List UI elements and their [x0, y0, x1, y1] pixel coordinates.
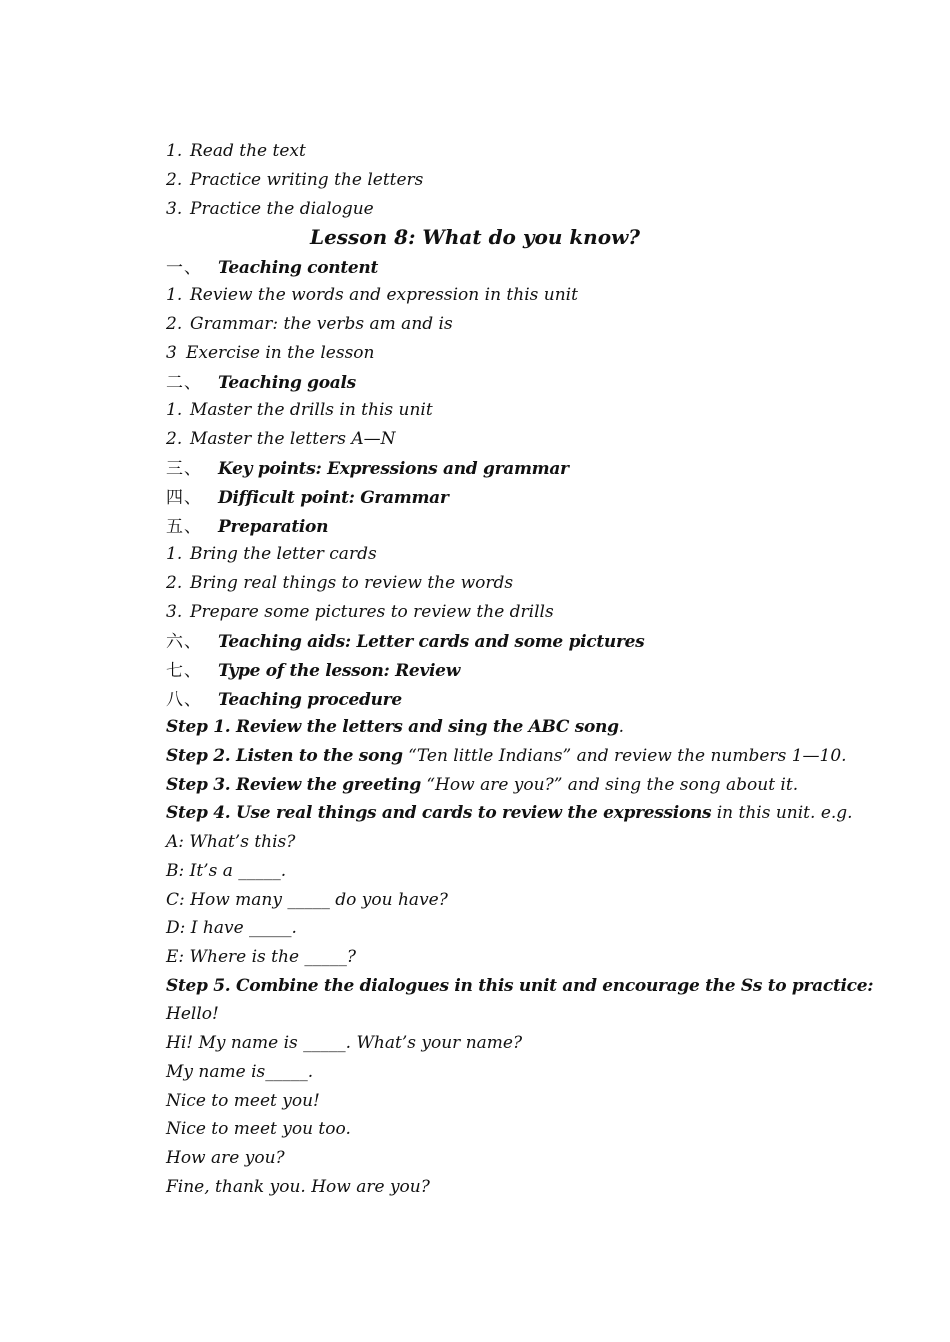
list-item	[166, 313, 453, 335]
list-item	[166, 601, 554, 623]
dialogue-line: My name is_____.	[166, 1062, 314, 1082]
item-number: 3	[166, 343, 177, 363]
dialogue-line: E: Where is the _____?	[166, 947, 357, 967]
item-text: Practice writing the letters	[190, 170, 424, 190]
dialogue-line: How are you?	[166, 1148, 285, 1168]
item-number: 1.	[166, 400, 183, 420]
item-text: Exercise in the lesson	[186, 343, 375, 363]
dialogue-line: A: What’s this?	[166, 832, 296, 852]
section-label: Type of the lesson: Review	[218, 661, 461, 681]
section-label: Teaching content	[218, 258, 378, 278]
section-label: Teaching aids: Letter cards and some pictures	[218, 632, 645, 652]
list-item	[166, 342, 375, 364]
list-item	[166, 399, 433, 421]
section-heading	[166, 660, 460, 682]
section-number: 三、	[166, 459, 202, 479]
section-heading	[166, 257, 378, 279]
step-text: in this unit. e.g.	[711, 803, 853, 823]
section-heading	[166, 689, 402, 711]
item-number: 2.	[166, 429, 183, 449]
section-number: 七、	[166, 661, 202, 681]
section-number: 四、	[166, 488, 202, 508]
section-number: 六、	[166, 632, 202, 652]
section-label: Difficult point: Grammar	[218, 488, 449, 508]
section-number: 一、	[166, 258, 202, 278]
item-number: 2.	[166, 170, 183, 190]
step-line	[166, 774, 798, 796]
section-label: Teaching procedure	[218, 690, 402, 710]
list-item	[166, 198, 374, 220]
dialogue-line: Fine, thank you. How are you?	[166, 1177, 430, 1197]
step-line	[166, 745, 847, 767]
section-number: 五、	[166, 517, 202, 537]
list-item	[166, 140, 306, 162]
item-number: 3.	[166, 199, 183, 219]
list-item	[166, 428, 396, 450]
dialogue-line: C: How many _____ do you have?	[166, 890, 448, 910]
item-text: Master the drills in this unit	[190, 400, 433, 420]
dialogue-line: Hello!	[166, 1004, 219, 1024]
step-heading: Step 5. Combine the dialogues in this unit and encourage the Ss to practice:	[166, 976, 874, 996]
section-heading	[166, 516, 328, 538]
section-label: Teaching goals	[218, 373, 356, 393]
item-text: Practice the dialogue	[190, 199, 374, 219]
item-text: Bring real things to review the words	[190, 573, 514, 593]
item-number: 3.	[166, 602, 183, 622]
step-heading: Step 2. Listen to the song	[166, 746, 403, 766]
dialogue-line: Nice to meet you!	[166, 1091, 320, 1111]
dialogue-line: Hi! My name is _____. What’s your name?	[166, 1033, 523, 1053]
step-heading: Step 4. Use real things and cards to review the expressions	[166, 803, 712, 823]
section-label: Preparation	[218, 517, 329, 537]
item-text: Prepare some pictures to review the drills	[190, 602, 554, 622]
item-number: 2.	[166, 573, 183, 593]
dialogue-line: B: It’s a _____.	[166, 861, 287, 881]
step-heading: Step 3. Review the greeting	[166, 775, 421, 795]
item-text: Read the text	[190, 141, 306, 161]
dialogue-line: D: I have _____.	[166, 918, 297, 938]
step-line	[166, 802, 853, 824]
section-number: 八、	[166, 690, 202, 710]
section-heading	[166, 487, 449, 509]
section-heading	[166, 631, 644, 653]
item-text: Master the letters A—N	[190, 429, 396, 449]
list-item	[166, 169, 423, 191]
step-text: “How are you?” and sing the song about it.	[420, 775, 799, 795]
step-heading: Step 1. Review the letters and sing the ABC song	[166, 717, 619, 737]
step-text: .	[618, 717, 625, 737]
item-number: 1.	[166, 544, 183, 564]
dialogue-line: Nice to meet you too.	[166, 1119, 351, 1139]
page-title: Lesson 8: What do you know?	[310, 225, 640, 249]
section-label: Key points: Expressions and grammar	[218, 459, 569, 479]
item-number: 1.	[166, 285, 183, 305]
item-text: Grammar: the verbs am and is	[190, 314, 453, 334]
section-heading	[166, 458, 569, 480]
list-item	[166, 572, 513, 594]
step-text: “Ten little Indians” and review the numbers 1—10.	[402, 746, 847, 766]
item-number: 2.	[166, 314, 183, 334]
list-item	[166, 284, 578, 306]
section-heading	[166, 372, 356, 394]
item-text: Review the words and expression in this unit	[190, 285, 578, 305]
item-text: Bring the letter cards	[190, 544, 377, 564]
item-number: 1.	[166, 141, 183, 161]
step-line	[166, 716, 624, 738]
list-item	[166, 543, 377, 565]
section-number: 二、	[166, 373, 202, 393]
